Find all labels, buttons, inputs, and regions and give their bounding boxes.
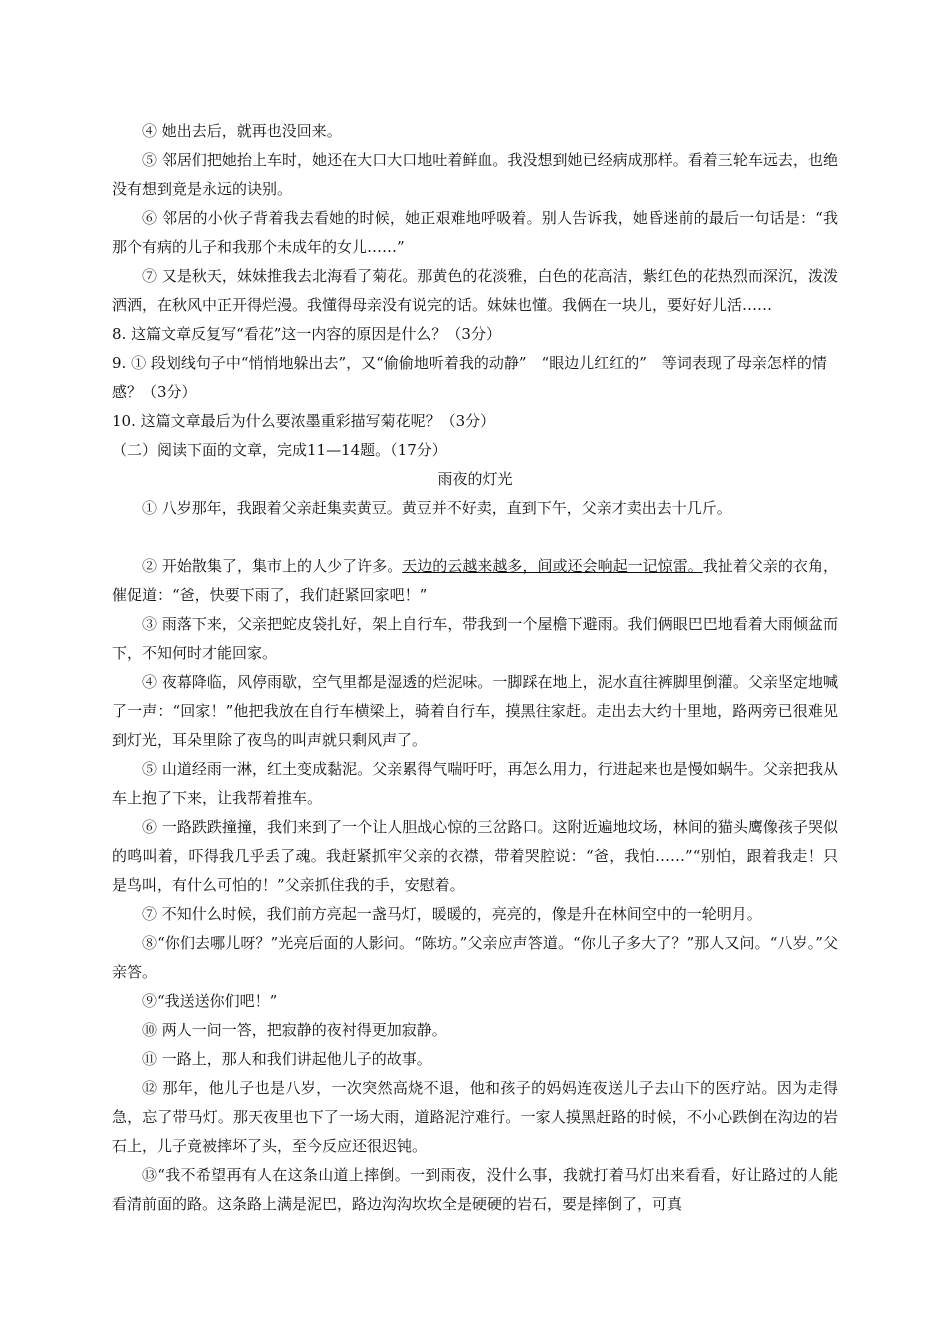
article-paragraph-12: ⑫ 那年，他儿子也是八岁，一次突然高烧不退，他和孩子的妈妈连夜送儿子去山下的医疗站。因为走得急，忘了带马灯。那天夜里也下了一场大雨，道路泥泞难行。一家人摸黑赶路的时候，不小心跌倒在沟边的岩石上，儿子竟被摔坏了头，至今反应还很迟钝。 <box>112 1079 838 1155</box>
question-9: 9. ① 段划线句子中“悄悄地躲出去”，又“偷偷地听着我的动静” “眼边儿红红的” 等词表现了母亲怎样的情感？（3分） <box>112 354 827 401</box>
underlined-sentence: 天边的云越来越多，间或还会响起一记惊雷。 <box>402 557 703 575</box>
document-page <box>112 117 838 1219</box>
paragraph-2-text-start: ② 开始散集了，集市上的人少了许多。 <box>142 557 403 575</box>
article-paragraph-7: ⑦ 不知什么时候，我们前方亮起一盏马灯，暖暖的，亮亮的，像是升在林间空中的一轮明月。 <box>142 905 762 923</box>
article-paragraph-5: ⑤ 山道经雨一淋，红土变成黏泥。父亲累得气喘吁吁，再怎么用力，行进起来也是慢如蜗牛。父亲把我从车上抱了下来，让我帮着推车。 <box>112 760 838 807</box>
question-8: 8. 这篇文章反复写“看花”这一内容的原因是什么？（3分） <box>112 325 501 343</box>
passage1-paragraph-7: ⑦ 又是秋天，妹妹推我去北海看了菊花。那黄色的花淡雅，白色的花高洁，紫红色的花热烈而深沉，泼泼洒洒，在秋风中正开得烂漫。我懂得母亲没有说完的话。妹妹也懂。我俩在一块儿，要好好儿活…… <box>112 267 838 314</box>
article-paragraph-10: ⑩ 两人一问一答，把寂静的夜衬得更加寂静。 <box>142 1021 447 1039</box>
passage1-paragraph-4: ④ 她出去后，就再也没回来。 <box>142 122 342 140</box>
article-paragraph-2 <box>112 552 838 610</box>
passage1-paragraph-6: ⑥ 邻居的小伙子背着我去看她的时候，她正艰难地呼吸着。别人告诉我，她昏迷前的最后一句话是：“我那个有病的儿子和我那个未成年的女儿……” <box>112 209 838 256</box>
article-paragraph-6: ⑥ 一路跌跌撞撞，我们来到了一个让人胆战心惊的三岔路口。这附近遍地坟场，林间的猫头鹰像孩子哭似的鸣叫着，吓得我几乎丢了魂。我赶紧抓牢父亲的衣襟，带着哭腔说：“爸，我怕……”“别怕，跟着我走！只是鸟叫，有什么可怕的！”父亲抓住我的手，安慰着。 <box>112 818 838 894</box>
article-paragraph-8: ⑧“你们去哪儿呀？”光亮后面的人影问。“陈坊。”父亲应声答道。“你儿子多大了？”那人又问。“八岁。”父亲答。 <box>112 934 838 981</box>
question-10: 10. 这篇文章最后为什么要浓墨重彩描写菊花呢？（3分） <box>112 412 496 430</box>
article-paragraph-1: ① 八岁那年，我跟着父亲赶集卖黄豆。黄豆并不好卖，直到下午，父亲才卖出去十几斤。 <box>142 499 732 517</box>
article-paragraph-11: ⑪ 一路上，那人和我们讲起他儿子的故事。 <box>142 1050 432 1068</box>
article-title: 雨夜的灯光 <box>437 470 513 488</box>
article-paragraph-3: ③ 雨落下来，父亲把蛇皮袋扎好，架上自行车，带我到一个屋檐下避雨。我们俩眼巴巴地看着大雨倾盆而下，不知何时才能回家。 <box>112 615 838 662</box>
article-paragraph-4: ④ 夜幕降临，风停雨歇，空气里都是湿透的烂泥味。一脚踩在地上，泥水直往裤脚里倒灌。父亲坚定地喊了一声：“回家！”他把我放在自行车横梁上，骑着自行车，摸黑往家赶。走出去大约十里地，路两旁已很难见到灯光，耳朵里除了夜鸟的叫声就只剩风声了。 <box>112 673 838 749</box>
section-2-heading: （二）阅读下面的文章，完成11—14题。（17分） <box>112 441 447 459</box>
blank-line <box>112 523 838 552</box>
article-paragraph-9: ⑨“我送送你们吧！” <box>142 992 278 1010</box>
passage1-paragraph-5: ⑤ 邻居们把她抬上车时，她还在大口大口地吐着鲜血。我没想到她已经病成那样。看着三轮车远去，也绝没有想到竟是永远的诀别。 <box>112 151 838 198</box>
article-paragraph-13: ⑬“我不希望再有人在这条山道上摔倒。一到雨夜，没什么事，我就打着马灯出来看看，好让路过的人能看清前面的路。这条路上满是泥巴，路边沟沟坎坎全是硬硬的岩石，要是摔倒了，可真 <box>112 1166 838 1213</box>
paragraph-2-text-end: 我扯着父亲的衣角，催促道：“爸，快要下雨了，我们赶紧回家吧！” <box>112 557 838 604</box>
